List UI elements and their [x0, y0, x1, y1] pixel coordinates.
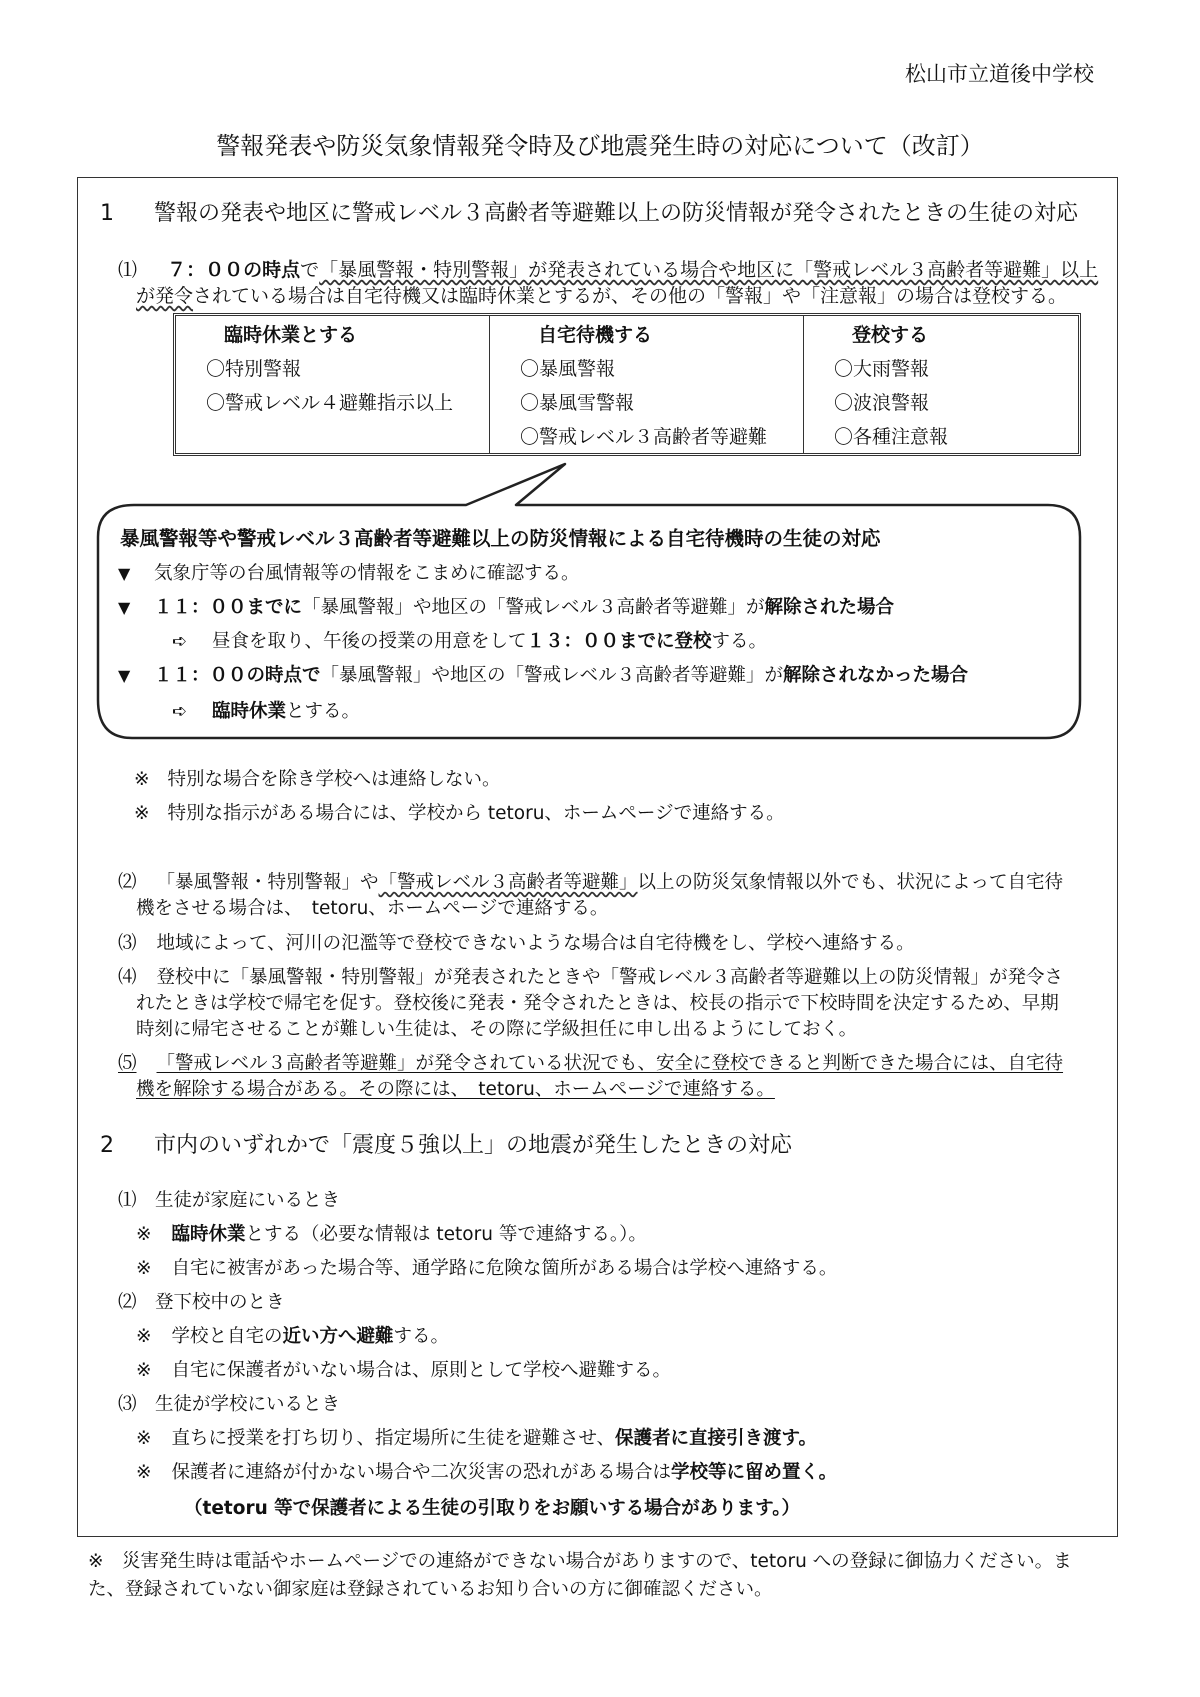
note-bold: 学校等に留め置く。	[671, 1462, 838, 1483]
s1-p3-number: ⑶	[118, 933, 137, 954]
note-text: 直ちに授業を打ち切り、指定場所に生徒を避難させ、	[171, 1428, 615, 1449]
footer-note-line2: た、登録されていない御家庭は登録されているお知り合いの方に御確認ください。	[88, 1579, 773, 1600]
s1-p1-rest: されている場合は自宅待機又は臨時休業とするが、その他の「警報」や「注意報」の場合は登校する。	[193, 285, 1068, 307]
bullet-triangle-icon: ▼	[118, 564, 131, 583]
section1-number: 1	[100, 201, 114, 226]
s2-sub1-note1	[136, 1220, 647, 1246]
s2-sub3-label: ⑶ 生徒が学校にいるとき	[118, 1394, 341, 1415]
note-mark: ※	[134, 803, 150, 824]
bubble-item-text: 「暴風警報」や地区の「警戒レベル３高齢者等避難」が	[302, 597, 765, 618]
note-text: 自宅に保護者がいない場合は、原則として学校へ避難する。	[171, 1360, 672, 1381]
bubble-action-1	[172, 627, 767, 653]
bubble-item-3	[118, 661, 968, 687]
table-col-attend	[804, 316, 1078, 453]
s1-p1-de: で	[300, 259, 320, 281]
note-mark: ※	[136, 1326, 152, 1347]
bubble-action-text: 昼食を取り、午後の授業の用意をして	[212, 631, 527, 652]
s1-p2-level3: 「警戒レベル３高齢者等避難」	[378, 872, 638, 893]
note-mark: ※	[136, 1428, 152, 1449]
s1-p3-text: 地域によって、河川の氾濫等で登校できないような場合は自宅待機をし、学校へ連絡する。	[156, 933, 915, 954]
bubble-item-2	[118, 593, 894, 619]
section2-heading	[100, 1128, 792, 1159]
arrow-right-icon: ➪	[172, 631, 188, 652]
s1-p2-line1	[118, 868, 1063, 894]
table-header-closure: 臨時休業とする	[224, 324, 358, 346]
section2-heading-text: 市内のいずれかで「震度５強以上」の地震が発生したときの対応	[154, 1133, 793, 1158]
s1-p5-text: 「警戒レベル３高齢者等避難」が発令されている状況でも、安全に登校できると判断できた場合には、自宅待	[156, 1053, 1064, 1074]
s1-p5-line2: 機を解除する場合がある。その際には、 tetoru、ホームページで連絡する。	[136, 1079, 775, 1100]
s2-sub2-label: ⑵ 登下校中のとき	[118, 1292, 285, 1313]
s1-note-2	[134, 799, 785, 825]
note-text: 特別な場合を除き学校へは連絡しない。	[167, 769, 501, 790]
bubble-action-bold: 臨時休業	[212, 701, 287, 722]
table-cell: 〇暴風警報	[520, 358, 616, 380]
s2-sub2-note2	[136, 1356, 671, 1382]
bubble-item-1	[118, 559, 580, 585]
table-header-home: 自宅待機する	[538, 324, 653, 346]
s1-p4-number: ⑷	[118, 967, 137, 988]
bubble-action-bold: １３：００までに登校	[526, 631, 712, 652]
section1-heading	[100, 196, 1078, 227]
bubble-action-2	[172, 697, 360, 723]
s1-p1-line2	[136, 281, 1067, 308]
s1-p1-line1	[118, 255, 1098, 282]
section1-heading-text: 警報の発表や地区に警戒レベル３高齢者等避難以上の防災情報が発令されたときの生徒の対応	[154, 201, 1079, 226]
bubble-action-text: する。	[711, 631, 768, 652]
bubble-lifted: 解除された場合	[764, 597, 895, 618]
s1-note-1	[134, 765, 501, 791]
note-mark: ※	[136, 1258, 152, 1279]
s1-p1-issued: が発令	[136, 285, 194, 307]
note-bold: 保護者に直接引き渡す。	[614, 1428, 817, 1449]
response-table	[173, 313, 1081, 456]
note-mark: ※	[136, 1462, 152, 1483]
section2-number: 2	[100, 1133, 114, 1158]
bullet-triangle-icon: ▼	[118, 666, 131, 685]
bubble-time: １１：００の時点で	[154, 665, 321, 686]
note-text: 保護者に連絡が付かない場合や二次災害の恐れがある場合は	[171, 1462, 672, 1483]
bubble-not-lifted: 解除されなかった場合	[783, 665, 969, 686]
note-mark: ※	[136, 1360, 152, 1381]
school-name: 松山市立道後中学校	[905, 62, 1094, 86]
s1-p2-text: 以上の防災気象情報以外でも、状況によって自宅待	[637, 872, 1064, 893]
table-cell: 〇各種注意報	[834, 426, 949, 448]
table-col-home	[490, 316, 804, 453]
arrow-right-icon: ➪	[172, 701, 188, 722]
s2-sub3-pickup-note: （tetoru 等で保護者による生徒の引取りをお願いする場合があります。）	[184, 1498, 800, 1519]
s1-p1-number: ⑴	[118, 259, 138, 281]
table-header-attend: 登校する	[852, 324, 929, 346]
s2-sub1-label: ⑴ 生徒が家庭にいるとき	[118, 1190, 341, 1211]
s1-p4-line2: れたときは学校で帰宅を促す。登校後に発表・発令されたときは、校長の指示で下校時間を決定するため、早期	[136, 993, 1059, 1014]
table-cell: 〇大雨警報	[834, 358, 930, 380]
note-bold: 近い方へ避難	[282, 1326, 394, 1347]
s1-p1-condition: 「暴風警報・特別警報」が発表されている場合や地区に「警戒レベル３高齢者等避難」以上	[319, 259, 1099, 281]
note-text: 特別な指示がある場合には、学校から tetoru、ホームページで連絡する。	[167, 803, 785, 824]
note-text: 学校と自宅の	[171, 1326, 283, 1347]
s2-sub2-note1	[136, 1322, 449, 1348]
s1-p5-line1	[118, 1049, 1063, 1075]
table-cell: 〇特別警報	[206, 358, 302, 380]
s2-sub3-note1	[136, 1424, 817, 1450]
s1-p4-line1	[118, 963, 1063, 989]
note-text: する。	[393, 1326, 450, 1347]
table-cell: 〇警戒レベル３高齢者等避難	[520, 426, 768, 448]
bubble-time: １１：００までに	[154, 597, 303, 618]
s1-p2-text: 「暴風警報・特別警報」や	[156, 872, 379, 893]
s1-p4-line3: 時刻に帰宅させることが難しい生徒は、その際に学級担任に申し出るようにしておく。	[136, 1019, 858, 1040]
s1-p2-line2: 機をさせる場合は、 tetoru、ホームページで連絡する。	[136, 898, 609, 919]
footer-note-line1: ※ 災害発生時は電話やホームページでの連絡ができない場合がありますので、tetoru への登録に御協力ください。ま	[88, 1551, 1072, 1572]
bubble-item-text: 気象庁等の台風情報等の情報をこまめに確認する。	[154, 563, 580, 584]
table-col-closure	[176, 316, 490, 453]
bubble-item-text: 「暴風警報」や地区の「警戒レベル３高齢者等避難」が	[320, 665, 784, 686]
note-mark: ※	[134, 769, 150, 790]
s2-sub1-note2	[136, 1254, 837, 1280]
s1-p5-number: ⑸	[118, 1053, 137, 1074]
s1-p4-text: 登校中に「暴風警報・特別警報」が発表されたときや「警戒レベル３高齢者等避難以上の防災情報」が発令さ	[156, 967, 1064, 988]
s1-p1-time: ７：００の時点	[167, 259, 301, 281]
note-bold: 臨時休業	[171, 1224, 246, 1245]
table-cell: 〇波浪警報	[834, 392, 930, 414]
note-mark: ※	[136, 1224, 152, 1245]
table-cell: 〇警戒レベル４避難指示以上	[206, 392, 454, 414]
s1-p2-number: ⑵	[118, 872, 137, 893]
bubble-action-text: とする。	[286, 701, 361, 722]
table-cell: 〇暴風雪警報	[520, 392, 635, 414]
bubble-title: 暴風警報等や警戒レベル３高齢者等避難以上の防災情報による自宅待機時の生徒の対応	[120, 527, 881, 550]
s2-sub3-note2	[136, 1458, 837, 1484]
page-title: 警報発表や防災気象情報発令時及び地震発生時の対応について（改訂）	[216, 132, 984, 160]
s1-p3	[118, 929, 915, 955]
note-text: 自宅に被害があった場合等、通学路に危険な箇所がある場合は学校へ連絡する。	[171, 1258, 838, 1279]
bullet-triangle-icon: ▼	[118, 598, 131, 617]
note-text: とする（必要な情報は tetoru 等で連絡する。）。	[245, 1224, 647, 1245]
